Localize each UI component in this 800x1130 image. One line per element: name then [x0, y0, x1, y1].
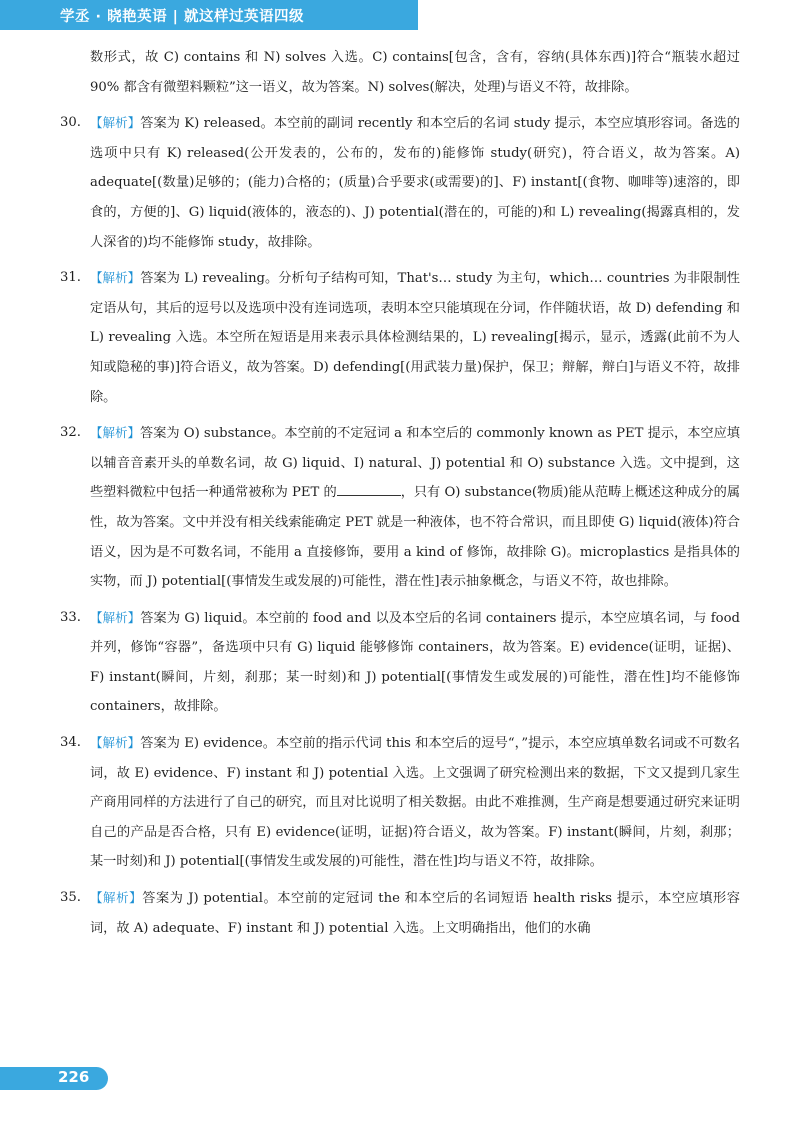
question-number: 32. [60, 425, 81, 441]
intro-paragraph: 数形式，故 C) contains 和 N) solves 入选。C) contains[包含，含有，容纳(具体东西)]符合“瓶装水超过 90% 都含有微塑料颗粒”这一语义，故为答案。N) solves(解决，处理)与语义不符，故排除。 [90, 50, 740, 95]
fill-in-blank [337, 481, 401, 496]
question-number: 33. [60, 609, 81, 625]
page-number-band [0, 1067, 108, 1090]
analysis-tag: 【解析】 [90, 115, 141, 131]
analysis-tag: 【解析】 [90, 609, 141, 625]
analysis-tag: 【解析】 [90, 735, 141, 751]
answer-text-continued: ，只有 O) substance(物质)能从范畴上概述这种成分的属性，故为答案。文中并没有相关线索能确定 PET 就是一种液体，也不符合常识，而且即使 G) liquid(液体)符合语义，因为是不可数名词，不能用 a 直接修饰，要用 a kind of 修饰，故排除 G)。microplastics 是指具体的实物，而 J) potential[(事情发生或发展的)可能性，潜在性]表示抽象概念，与语义不符，故也排除。 [90, 485, 741, 590]
question-number: 35. [60, 890, 81, 906]
analysis-tag: 【解析】 [90, 270, 141, 286]
answer-item-30 [58, 108, 740, 257]
answer-text: 答案为 E) evidence。本空前的指示代词 this 和本空后的逗号“，”提示，本空应填单数名词或不可数名词，故 E) evidence、F) instant 和 J) potential 入选。上文强调了研究检测出来的数据，下文又提到几家生产商用同样的方法进行了自己的研究，而且对比说明了相关数据。由此不难推测，生产商是想要通过研究来证明自己的产品是否合格，只有 E) evidence(证明，证据)符合语义，故为答案。F) instant(瞬间，片刻，刹那；某一时刻)和 J) potential[(事情发生或发展的)可能性，潜在性]均与语义不符，故排除。 [90, 736, 740, 870]
running-header-title: 学丞 · 晓艳英语 | 就这样过英语四级 [60, 9, 304, 25]
answer-item-34 [58, 728, 740, 877]
page-number: 226 [58, 1068, 90, 1086]
answer-text: 答案为 L) revealing。分析句子结构可知，That's… study 为主句，which… countries 为非限制性定语从句，其后的逗号以及选项中没有连词选项，表明本空只能填现在分词，作伴随状语，故 D) defending 和 L) revealing 入选。本空所在短语是用来表示具体检测结果的，L) revealing[揭示，显示，透露(此前不为人知或隐秘的事)]符合语义，故为答案。D) defending[(用武装力量)保护，保卫；辩解，辩白]与语义不符，故排除。 [90, 271, 740, 405]
answer-text: 答案为 O) substance。本空前的不定冠词 a 和本空后的 commonly known as PET 提示，本空应填以辅音音素开头的单数名词，故 G) liquid、I) natural、J) potential 和 O) substance 入选。文中提到，这些塑料微粒中包括一种通常被称为 PET 的 [90, 426, 740, 501]
answer-text: 答案为 G) liquid。本空前的 food and 以及本空后的名词 containers 提示，本空应填名词，与 food 并列，修饰“容器”，备选项中只有 G) liquid 能够修饰 containers，故为答案。E) evidence(证明，证据)、F) instant(瞬间，片刻，刹那；某一时刻)和 J) potential[(事情发生或发展的)可能性，潜在性]均不能修饰 containers，故排除。 [90, 610, 740, 715]
question-number: 34. [60, 735, 81, 751]
answer-item-31 [58, 263, 740, 412]
answer-text: 答案为 J) potential。本空前的定冠词 the 和本空后的名词短语 health risks 提示，本空应填形容词，故 A) adequate、F) instant 和 J) potential 入选。上文明确指出，他们的水确 [90, 891, 740, 936]
analysis-tag: 【解析】 [90, 890, 143, 906]
question-number: 31. [60, 270, 81, 286]
page-body [58, 43, 740, 943]
question-number: 30. [60, 115, 81, 131]
answer-item-33 [58, 603, 740, 722]
answer-item-32 [58, 418, 740, 597]
analysis-tag: 【解析】 [90, 425, 141, 441]
answer-item-35 [58, 883, 740, 943]
answer-text: 答案为 K) released。本空前的副词 recently 和本空后的名词 study 提示，本空应填形容词。备选的选项中只有 K) released(公开发表的，公布的，发布的)能修饰 study(研究)，符合语义，故为答案。A) adequate[(数量)足够的；(能力)合格的；(质量)合乎要求(或需要)的]、F) instant[(食物、咖啡等)速溶的，即食的，方便的]、G) liquid(液体的，液态的)、J) potential(潜在的，可能的)和 L) revealing(揭露真相的，发人深省的)均不能修饰 study，故排除。 [90, 116, 740, 250]
